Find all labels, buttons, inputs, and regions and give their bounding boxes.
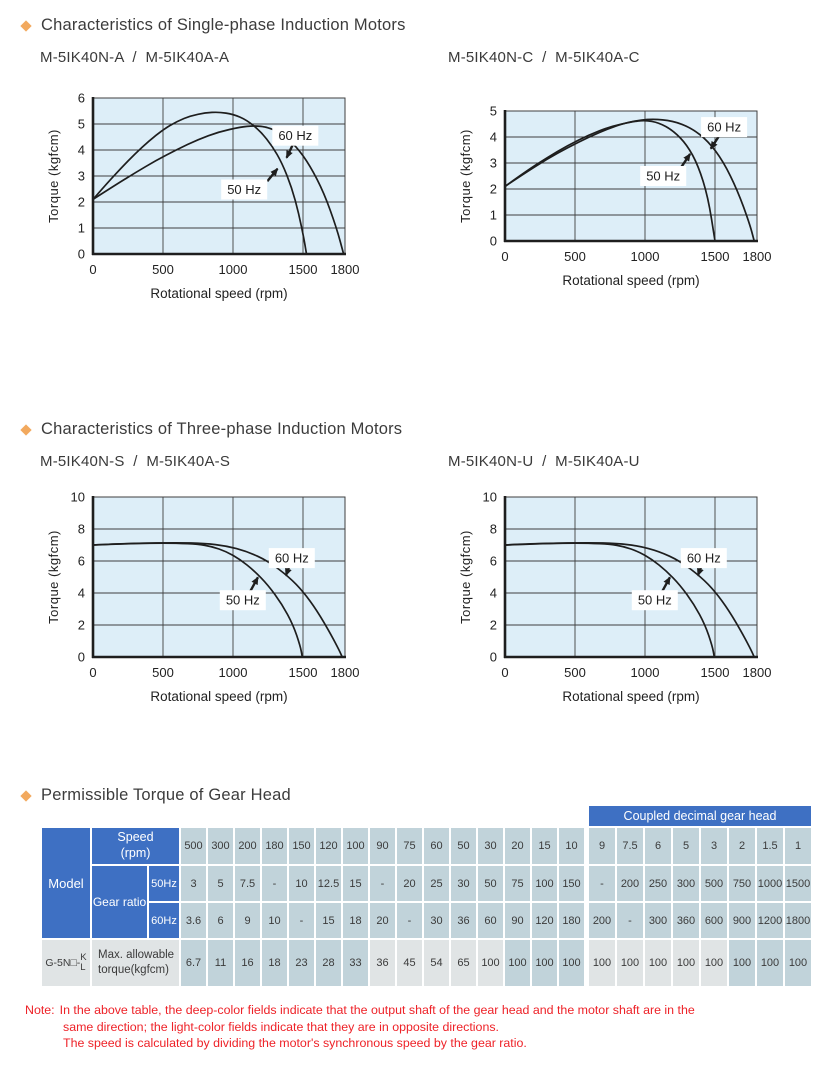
ratio-60hz-cell: -	[397, 903, 422, 938]
y-tick-label: 2	[489, 181, 497, 197]
max-torque-cell: 100	[617, 940, 643, 986]
max-torque-cell: 36	[370, 940, 395, 986]
max-torque-cell: 100	[785, 940, 811, 986]
y-tick-label: 0	[489, 233, 497, 249]
ratio-50hz-cell: 5	[208, 866, 233, 901]
y-tick-label: 6	[77, 90, 85, 106]
ratio-60hz-cell: 180	[559, 903, 584, 938]
ratio-50hz-cell: 7.5	[235, 866, 260, 901]
ratio-60hz-cell: 30	[424, 903, 449, 938]
chart-single-c	[457, 90, 775, 298]
y-axis-label: Torque (kgfcm)	[458, 530, 473, 624]
ratio-50hz-cell: 12.5	[316, 866, 341, 901]
chart-svg	[45, 90, 363, 306]
coupled-speed-cell: 9	[589, 828, 615, 864]
ratio-50hz-cell: 250	[645, 866, 671, 901]
x-tick-label: 1500	[700, 665, 730, 680]
coupled-speed-cell: 7.5	[617, 828, 643, 864]
y-tick-label: 8	[489, 521, 497, 537]
y-tick-label: 10	[482, 489, 497, 505]
x-tick-label: 1500	[700, 249, 730, 264]
annotation-label: 50 Hz	[227, 182, 262, 197]
ratio-60hz-cell: -	[289, 903, 314, 938]
coupled-speed-cell: 1.5	[757, 828, 783, 864]
max-torque-cell: 100	[589, 940, 615, 986]
speed-cell: 100	[343, 828, 368, 864]
y-tick-label: 0	[489, 649, 497, 665]
ratio-50hz-cell: 300	[673, 866, 699, 901]
y-tick-label: 4	[489, 585, 497, 601]
y-axis-label: Torque (kgfcm)	[458, 129, 473, 223]
ratio-50hz-cell: 1000	[757, 866, 783, 901]
row-label-60hz: 60Hz	[149, 903, 179, 938]
y-tick-label: 10	[70, 489, 85, 505]
max-torque-cell: 33	[343, 940, 368, 986]
x-tick-label: 0	[89, 262, 97, 277]
ratio-50hz-cell: 3	[181, 866, 206, 901]
ratio-50hz-cell: 15	[343, 866, 368, 901]
ratio-50hz-cell: 50	[478, 866, 503, 901]
speed-cell: 90	[370, 828, 395, 864]
y-tick-label: 3	[77, 168, 85, 184]
x-tick-label: 1800	[742, 249, 772, 264]
max-torque-label	[92, 940, 179, 986]
gear-table	[42, 806, 811, 986]
note	[25, 1002, 805, 1052]
ratio-60hz-cell: 9	[235, 903, 260, 938]
section-title-gear-head: Permissible Torque of Gear Head	[41, 786, 291, 804]
ratio-60hz-cell: 600	[701, 903, 727, 938]
max-torque-cell: 54	[424, 940, 449, 986]
coupled-speed-cell: 3	[701, 828, 727, 864]
ratio-60hz-cell: 120	[532, 903, 557, 938]
speed-cell: 20	[505, 828, 530, 864]
speed-cell: 180	[262, 828, 287, 864]
speed-cell: 30	[478, 828, 503, 864]
y-tick-label: 2	[489, 617, 497, 633]
x-tick-label: 500	[152, 262, 174, 277]
ratio-50hz-cell: 20	[397, 866, 422, 901]
speed-cell: 50	[451, 828, 476, 864]
note-line-2: same direction; the light-color fields indicate that they are in opposite directions.	[63, 1019, 499, 1034]
annotation-label: 50 Hz	[225, 592, 260, 608]
speed-cell: 300	[208, 828, 233, 864]
y-tick-label: 5	[77, 116, 85, 132]
speed-cell: 60	[424, 828, 449, 864]
ratio-60hz-cell: 60	[478, 903, 503, 938]
speed-header-line1: Speed	[117, 830, 154, 845]
max-torque-cell: 100	[729, 940, 755, 986]
section-single-phase-header	[22, 16, 406, 35]
max-torque-cell: 11	[208, 940, 233, 986]
chart-svg	[457, 489, 775, 709]
annotation-label: 60 Hz	[278, 128, 313, 144]
coupled-speed-cell: 5	[673, 828, 699, 864]
ratio-60hz-cell: 6	[208, 903, 233, 938]
y-tick-label: 6	[489, 553, 497, 569]
x-tick-label: 0	[89, 665, 97, 680]
max-torque-cell: 65	[451, 940, 476, 986]
section-gear-head-header	[22, 786, 291, 805]
y-tick-label: 3	[489, 155, 497, 171]
chart-svg	[45, 489, 363, 709]
y-tick-label: 0	[77, 649, 85, 665]
ratio-60hz-cell: 3.6	[181, 903, 206, 938]
max-torque-label-line2: torque(kgfcm)	[98, 964, 169, 976]
model-suffix-l: L	[80, 962, 86, 973]
ratio-50hz-cell: 25	[424, 866, 449, 901]
ratio-50hz-cell: 75	[505, 866, 530, 901]
x-tick-label: 0	[501, 249, 509, 264]
x-axis-label: Rotational speed (rpm)	[562, 273, 700, 288]
max-torque-cell: 16	[235, 940, 260, 986]
x-tick-label: 1000	[218, 262, 248, 277]
max-torque-cell: 100	[505, 940, 530, 986]
x-axis-label: Rotational speed (rpm)	[150, 689, 288, 704]
ratio-60hz-cell: 200	[589, 903, 615, 938]
ratio-50hz-cell: 200	[617, 866, 643, 901]
ratio-60hz-cell: -	[617, 903, 643, 938]
x-tick-label: 1000	[218, 665, 248, 680]
model-value	[42, 940, 90, 986]
annotation-label: 50 Hz	[637, 592, 672, 608]
max-torque-cell: 23	[289, 940, 314, 986]
chart-three-u	[457, 489, 775, 714]
ratio-50hz-cell: -	[370, 866, 395, 901]
section-title-single-phase: Characteristics of Single-phase Induction Motors	[41, 16, 406, 34]
speed-cell: 150	[289, 828, 314, 864]
max-torque-cell: 100	[478, 940, 503, 986]
y-tick-label: 4	[77, 142, 85, 158]
max-torque-cell: 28	[316, 940, 341, 986]
x-tick-label: 0	[501, 665, 509, 680]
ratio-50hz-cell: 500	[701, 866, 727, 901]
y-tick-label: 2	[77, 194, 85, 210]
y-tick-label: 4	[77, 585, 85, 601]
x-tick-label: 1000	[630, 249, 660, 264]
ratio-60hz-cell: 1200	[757, 903, 783, 938]
speed-header	[92, 828, 179, 864]
max-torque-cell: 100	[559, 940, 584, 986]
ratio-50hz-cell: -	[262, 866, 287, 901]
y-tick-label: 5	[489, 103, 497, 119]
chart-title-three-s: M-5IK40N-S / M-5IK40A-S	[40, 453, 231, 470]
coupled-gear-head-header: Coupled decimal gear head	[589, 806, 811, 826]
ratio-50hz-cell: -	[589, 866, 615, 901]
y-tick-label: 0	[77, 246, 85, 262]
note-text-1: In the above table, the deep-color fields indicate that the output shaft of the gear head and the motor shaft are in the	[59, 1003, 695, 1017]
diamond-bullet-icon	[20, 20, 31, 31]
annotation-label: 50 Hz	[646, 168, 681, 184]
annotation-label: 60 Hz	[274, 550, 309, 566]
y-tick-label: 1	[489, 207, 497, 223]
chart-single-a	[45, 90, 363, 311]
coupled-speed-cell: 1	[785, 828, 811, 864]
x-tick-label: 1500	[288, 262, 318, 277]
chart-title-three-u: M-5IK40N-U / M-5IK40A-U	[448, 453, 640, 470]
note-label: Note:	[25, 1003, 55, 1017]
section-three-phase-header	[22, 420, 402, 439]
chart-title-single-c: M-5IK40N-C / M-5IK40A-C	[448, 49, 640, 66]
max-torque-cell: 100	[757, 940, 783, 986]
x-tick-label: 500	[564, 665, 586, 680]
coupled-speed-cell: 6	[645, 828, 671, 864]
speed-cell: 75	[397, 828, 422, 864]
max-torque-cell: 100	[532, 940, 557, 986]
y-tick-label: 1	[77, 220, 85, 236]
coupled-speed-cell: 2	[729, 828, 755, 864]
x-tick-label: 1800	[742, 665, 772, 680]
max-torque-cell: 100	[645, 940, 671, 986]
note-line-1	[25, 1002, 805, 1019]
chart-title-single-a: M-5IK40N-A / M-5IK40A-A	[40, 49, 230, 66]
speed-cell: 200	[235, 828, 260, 864]
gear-ratio-header: Gear ratio	[92, 866, 147, 938]
ratio-60hz-cell: 36	[451, 903, 476, 938]
x-axis-label: Rotational speed (rpm)	[150, 286, 288, 301]
max-torque-cell: 6.7	[181, 940, 206, 986]
max-torque-label-line1: Max. allowable	[98, 949, 175, 962]
ratio-60hz-cell: 900	[729, 903, 755, 938]
y-axis-label: Torque (kgfcm)	[46, 129, 61, 223]
section-title-three-phase: Characteristics of Three-phase Induction Motors	[41, 420, 403, 438]
x-tick-label: 1800	[330, 262, 360, 277]
diamond-bullet-icon	[20, 790, 31, 801]
model-prefix: G-5N□-	[45, 956, 81, 969]
ratio-60hz-cell: 10	[262, 903, 287, 938]
y-tick-label: 4	[489, 129, 497, 145]
x-axis-label: Rotational speed (rpm)	[562, 689, 700, 704]
ratio-50hz-cell: 150	[559, 866, 584, 901]
ratio-60hz-cell: 300	[645, 903, 671, 938]
ratio-60hz-cell: 1800	[785, 903, 811, 938]
y-tick-label: 8	[77, 521, 85, 537]
ratio-50hz-cell: 1500	[785, 866, 811, 901]
annotation-label: 60 Hz	[707, 119, 742, 135]
max-torque-cell: 100	[701, 940, 727, 986]
ratio-50hz-cell: 750	[729, 866, 755, 901]
x-tick-label: 500	[152, 665, 174, 680]
model-header: Model	[42, 828, 90, 938]
chart-svg	[457, 90, 775, 293]
x-tick-label: 500	[564, 249, 586, 264]
speed-cell: 10	[559, 828, 584, 864]
model-suffix-k: K	[80, 952, 87, 964]
y-tick-label: 2	[77, 617, 85, 633]
x-tick-label: 1800	[330, 665, 360, 680]
chart-three-s	[45, 489, 363, 714]
speed-cell: 120	[316, 828, 341, 864]
diamond-bullet-icon	[20, 424, 31, 435]
speed-header-line2: (rpm)	[120, 846, 151, 860]
speed-cell: 500	[181, 828, 206, 864]
x-tick-label: 1000	[630, 665, 660, 680]
speed-cell: 15	[532, 828, 557, 864]
ratio-60hz-cell: 15	[316, 903, 341, 938]
y-tick-label: 6	[77, 553, 85, 569]
x-tick-label: 1500	[288, 665, 318, 680]
y-axis-label: Torque (kgfcm)	[46, 530, 61, 624]
ratio-60hz-cell: 90	[505, 903, 530, 938]
annotation-label: 60 Hz	[686, 550, 721, 566]
ratio-50hz-cell: 10	[289, 866, 314, 901]
max-torque-cell: 18	[262, 940, 287, 986]
row-label-50hz: 50Hz	[149, 866, 179, 901]
ratio-60hz-cell: 20	[370, 903, 395, 938]
max-torque-cell: 45	[397, 940, 422, 986]
ratio-50hz-cell: 100	[532, 866, 557, 901]
note-line-3: The speed is calculated by dividing the motor's synchronous speed by the gear ratio.	[63, 1036, 527, 1050]
ratio-60hz-cell: 360	[673, 903, 699, 938]
max-torque-cell: 100	[673, 940, 699, 986]
ratio-50hz-cell: 30	[451, 866, 476, 901]
ratio-60hz-cell: 18	[343, 903, 368, 938]
